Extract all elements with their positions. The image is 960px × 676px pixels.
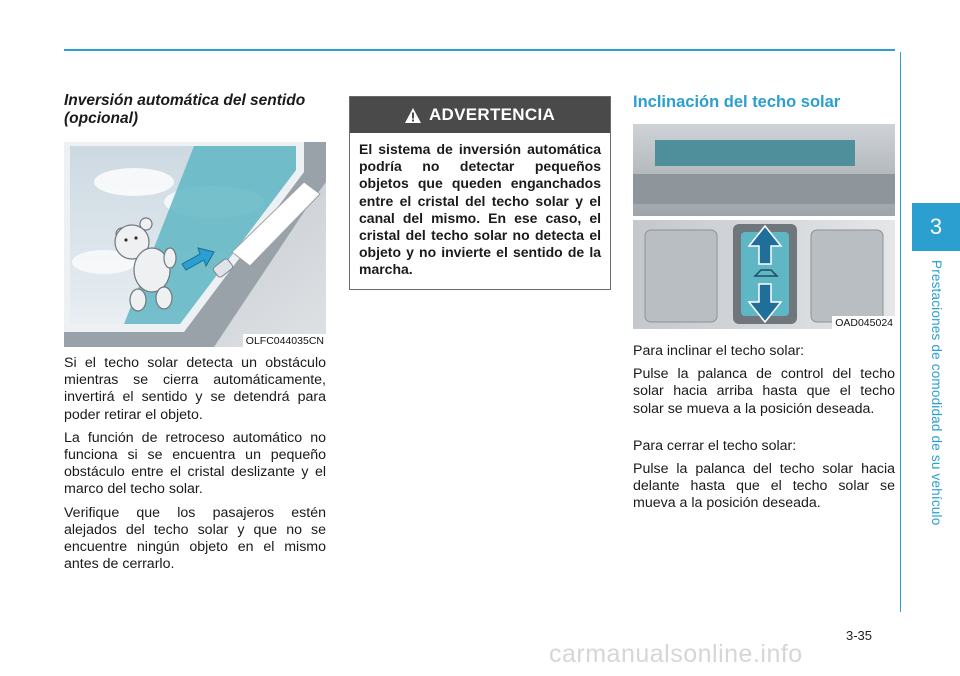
watermark: carmanualsonline.info (549, 640, 803, 668)
warning-box (349, 96, 611, 290)
paragraph: Pulse la palanca del techo solar hacia delante hasta que el techo solar se mueva a la posición deseada. (633, 461, 895, 512)
auto-reverse-heading: Inversión automática del sentido (opcional) (64, 92, 306, 127)
header-rule (64, 49, 895, 51)
chapter-title: Prestaciones de comodidad de su vehículo (929, 260, 944, 526)
sunroof-control-figure (633, 124, 895, 329)
sunroof-obstacle-figure (64, 142, 326, 347)
figure-code: OLFC044035CN (243, 334, 326, 347)
chapter-number-tab: 3 (912, 203, 960, 251)
warning-text: El sistema de inversión automática podría no detectar pequeños objetos que queden enganchados entre el cristal del techo solar y el canal del mismo. En ese caso, el cristal del techo solar no detecta el objeto y no invierte el sentido de la marcha. (359, 141, 601, 278)
paragraph: Para inclinar el techo solar: (633, 343, 805, 359)
middle-column (349, 92, 611, 290)
sunroof-teddy-illustration (64, 142, 326, 347)
side-rule (900, 52, 901, 612)
paragraph: Para cerrar el techo solar: (633, 437, 797, 454)
warning-title: ADVERTENCIA (428, 105, 556, 124)
paragraph: La función de retroceso automático no funciona si se encuentra un pequeño obstáculo entre el cristal deslizante y el marco del techo solar. (64, 429, 326, 498)
warning-triangle-icon (405, 108, 421, 123)
paragraph: Verifique que los pasajeros estén alejados del techo solar y que no se encuentre ningún objeto en el mismo antes de cerrarlo. (64, 504, 326, 573)
page-number: 3-35 (846, 628, 873, 643)
tilt-section-heading: Inclinación del techo solar (633, 93, 841, 111)
sunroof-switch-illustration (633, 124, 895, 329)
paragraph: Si el techo solar detecta un obstáculo mientras se cierra automáticamente, invertirá el sentido y se detendrá para poder retirar el objeto. (64, 355, 326, 423)
figure-code: OAD045024 (832, 316, 895, 329)
left-column (64, 92, 326, 579)
right-column (633, 92, 895, 519)
warning-header (350, 97, 610, 133)
paragraph: Pulse la palanca de control del techo solar hacia arriba hasta que el techo solar se mueva a la posición deseada. (633, 366, 895, 417)
